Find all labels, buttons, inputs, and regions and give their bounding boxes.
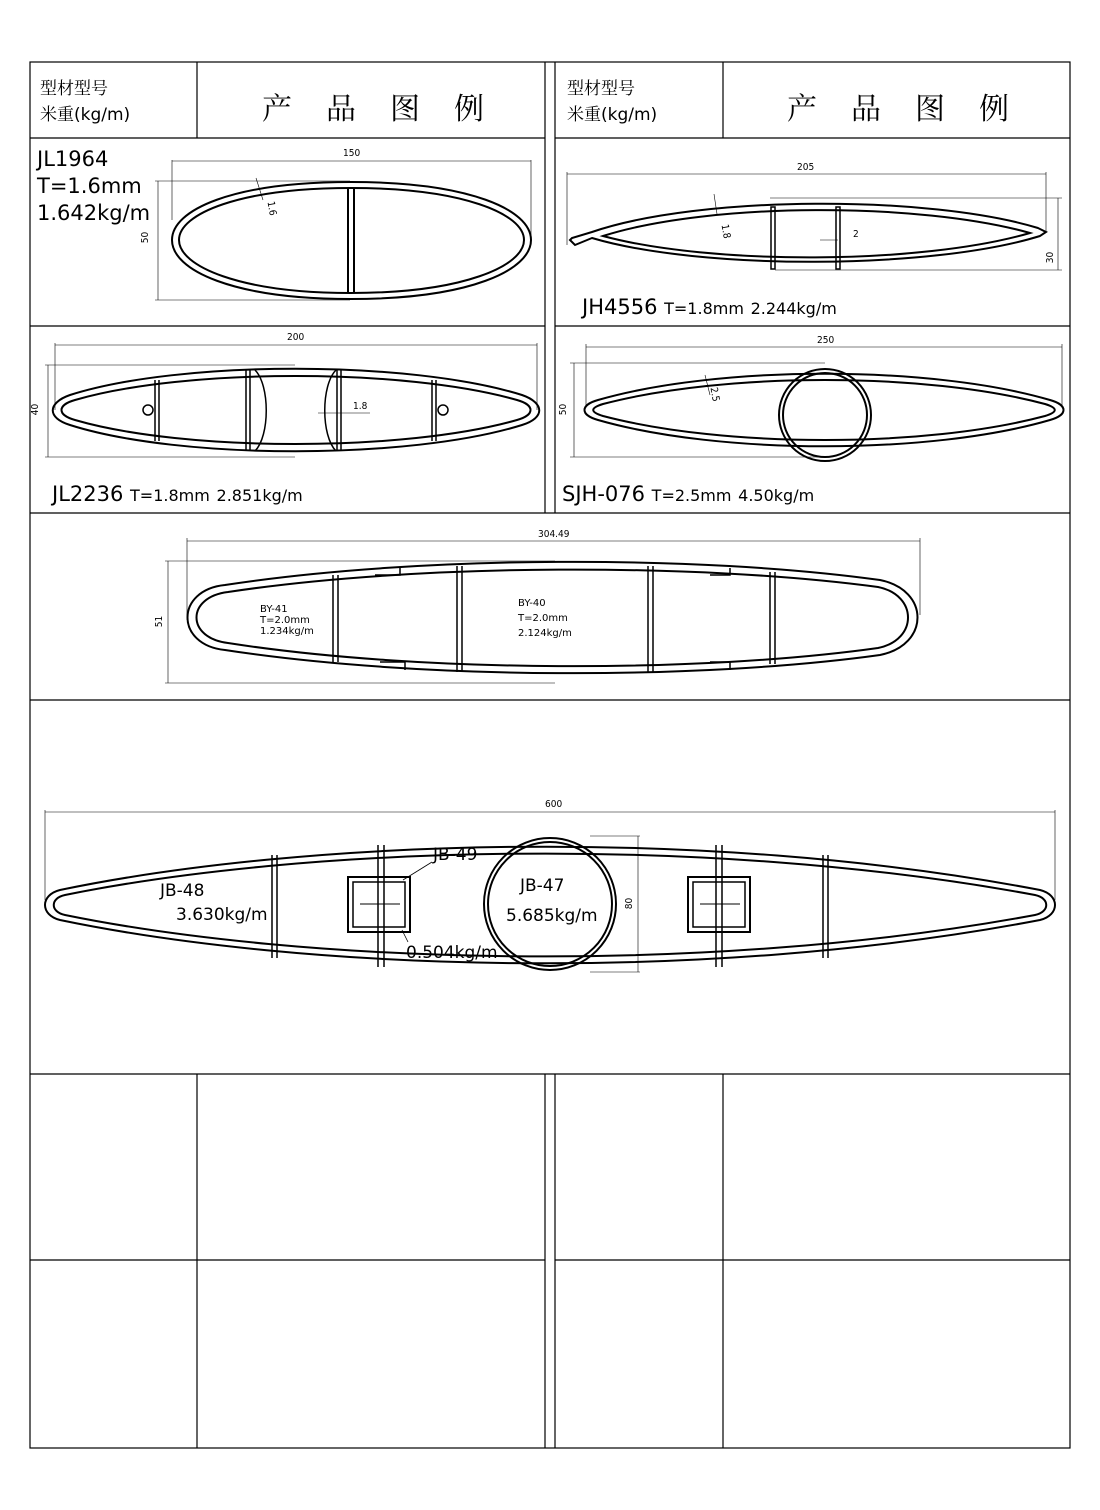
jh4556-dim-wall: 1.8 <box>718 223 732 240</box>
jb48-weight: 3.630kg/m <box>176 905 268 925</box>
sjh076-weight: 4.50kg/m <box>738 486 815 505</box>
jb47-code: JB-47 <box>520 876 565 896</box>
by40-weight: 2.124kg/m <box>518 628 572 639</box>
by-dim-width: 304.49 <box>538 529 570 540</box>
jl1964-code: JL1964 <box>37 147 109 171</box>
header-right-line1: 型材型号 <box>567 79 635 99</box>
sjh076-dim-width: 250 <box>817 335 835 346</box>
jl1964-dim-wall: 1.6 <box>264 200 278 217</box>
header-right-title: 产品图例 <box>787 92 1043 127</box>
sjh076-dim-height: 50 <box>558 403 570 416</box>
header-left-line1: 型材型号 <box>40 79 108 99</box>
jl1964-dim-width: 150 <box>343 148 361 159</box>
sjh076-thickness: T=2.5mm <box>651 486 732 505</box>
sjh076-info <box>562 482 814 506</box>
by40-info <box>518 596 572 641</box>
jh4556-dim-height: 30 <box>1045 251 1057 264</box>
jl2236-thickness: T=1.8mm <box>130 486 210 505</box>
jh4556-thickness: T=1.8mm <box>664 299 744 318</box>
jb49-weight: 0.504kg/m <box>406 943 498 963</box>
jb48-code: JB-48 <box>160 881 205 901</box>
header-left-title: 产品图例 <box>262 92 518 127</box>
by41-info <box>260 604 314 637</box>
header-left-label-block <box>40 76 130 128</box>
jh4556-weight: 2.244kg/m <box>750 299 837 318</box>
jh4556-code: JH4556 <box>582 295 658 319</box>
jh4556-dim-web: 2 <box>853 229 859 240</box>
jl1964-dim-height: 50 <box>140 231 152 244</box>
header-left-line2: 米重(kg/m) <box>40 105 131 125</box>
by40-code: BY-40 <box>518 598 546 609</box>
jl2236-weight: 2.851kg/m <box>216 486 303 505</box>
jl2236-code: JL2236 <box>52 482 124 506</box>
by41-weight: 1.234kg/m <box>260 626 314 637</box>
by41-thickness: T=2.0mm <box>260 615 310 626</box>
header-right-label-block <box>567 76 657 128</box>
jl2236-dim-height: 40 <box>30 403 42 416</box>
jb-dim-height: 80 <box>624 897 636 910</box>
jl2236-dim-web: 1.8 <box>353 401 368 412</box>
by-dim-height: 51 <box>154 615 166 628</box>
sjh076-code: SJH-076 <box>562 482 645 506</box>
jb49-code: JB-49 <box>433 845 478 865</box>
jb47-weight: 5.685kg/m <box>506 906 598 926</box>
by41-code: BY-41 <box>260 604 288 615</box>
jh4556-dim-width: 205 <box>797 162 815 173</box>
jl2236-info <box>52 482 303 506</box>
jh4556-info <box>582 295 837 319</box>
by40-thickness: T=2.0mm <box>518 613 568 624</box>
jl1964-weight: 1.642kg/m <box>37 201 151 225</box>
jl1964-thickness: T=1.6mm <box>37 174 142 198</box>
header-right-line2: 米重(kg/m) <box>567 105 658 125</box>
jb-dim-width: 600 <box>545 799 563 810</box>
sjh076-dim-wall: 2.5 <box>707 386 721 403</box>
jl1964-info <box>37 146 150 227</box>
jl2236-dim-width: 200 <box>287 332 305 343</box>
